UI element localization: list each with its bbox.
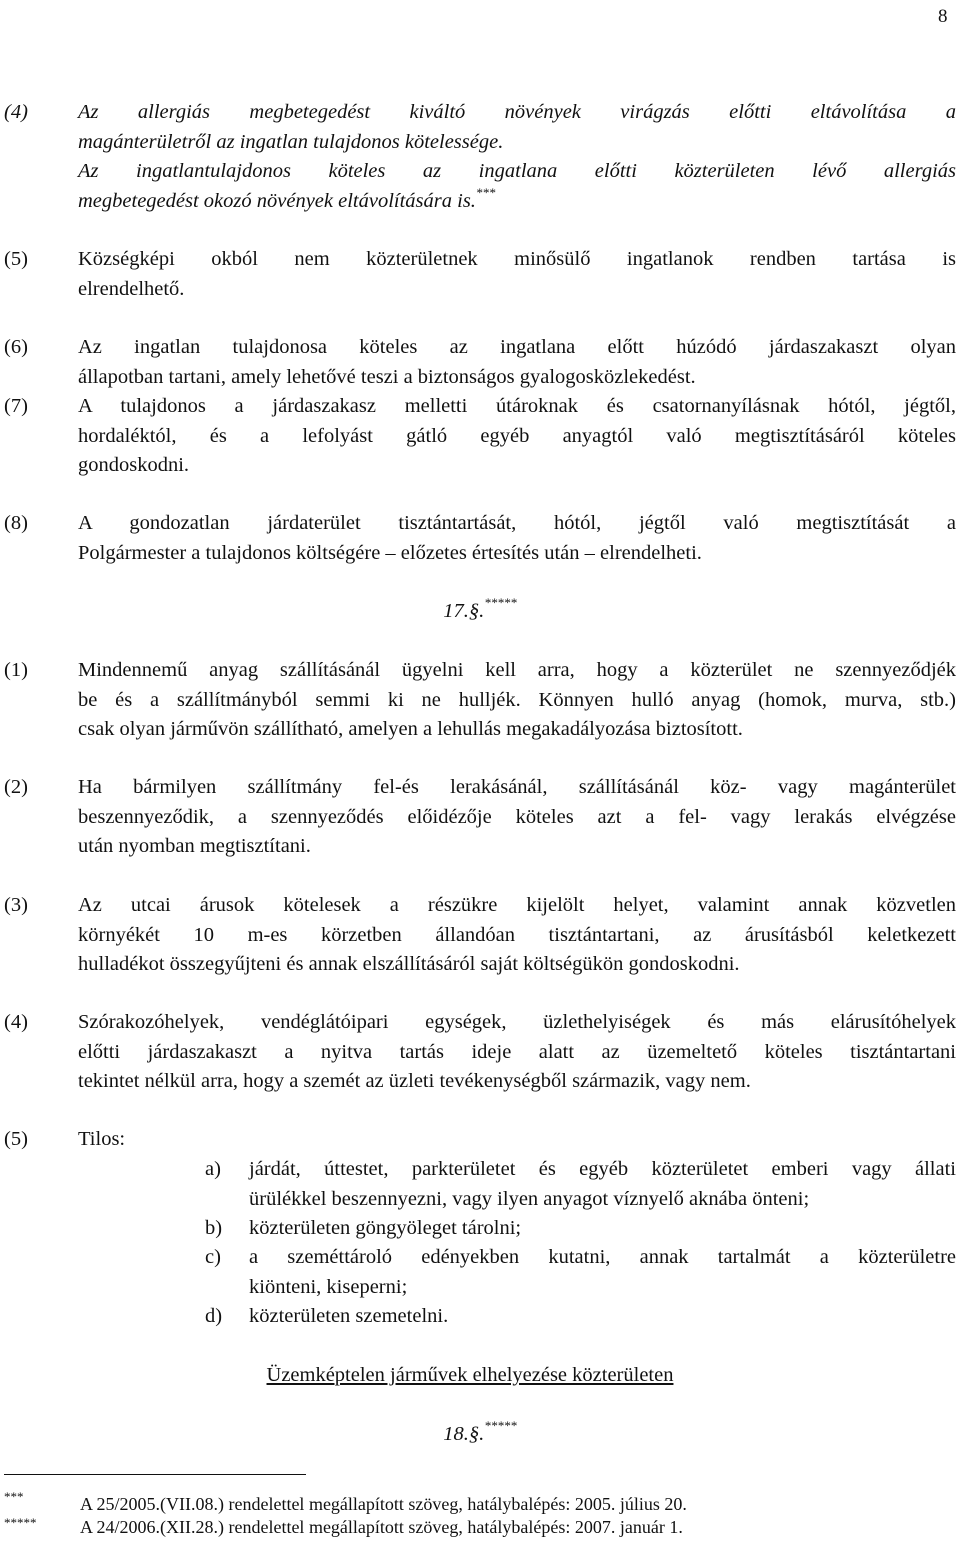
text-line: csak olyan járművön szállítható, amelyen a lehullás megakadályozása biztosított. <box>78 718 743 740</box>
footnote-text: A 25/2005.(VII.08.) rendelettel megállapított szöveg, hatálybalépés: 2005. július 20. <box>80 1494 687 1514</box>
text-line: magánterületről az ingatlan tulajdonos kötelessége. <box>78 130 504 153</box>
paragraph-number: (4) <box>4 1011 28 1033</box>
text-line: ürülékkel beszennyezni, vagy ilyen anyagot víznyelő aknába önteni; <box>249 1187 810 1210</box>
list-label: c) <box>205 1246 221 1268</box>
paragraph-text <box>78 333 956 392</box>
footnote-marker: *** <box>475 184 496 200</box>
list-label: a) <box>205 1158 221 1180</box>
text-line: beszennyeződik, a szennyeződés előidézője köteles azt a fel- vagy lerakás elvégzése <box>78 805 956 828</box>
text-line: Tilos: <box>78 1128 126 1150</box>
text-line: hordaléktól, és a lefolyást gátló egyéb anyagtól való megtisztításáról köteles <box>78 424 956 447</box>
chapter-heading <box>0 1361 960 1391</box>
footnote-mark: *** <box>4 1489 24 1504</box>
text-line: gondoskodni. <box>78 454 190 476</box>
paragraph-text <box>78 773 956 862</box>
text-line: Az utcai árusok kötelesek a részükre kijelölt helyet, valamint annak közvetlen <box>78 894 956 916</box>
text-line: elrendelhető. <box>78 277 185 300</box>
heading-text: Üzemképtelen járművek elhelyezése közterületen <box>266 1364 674 1386</box>
paragraph-text <box>78 891 956 980</box>
text-line: környékét 10 m-es körzetben állandóan tisztántartani, az árusításból keletkezett <box>78 923 956 946</box>
text-line: Az ingatlan tulajdonosa köteles az ingatlana előtt húzódó járdaszakaszt olyan <box>78 336 956 358</box>
text-line: megbetegedést okozó növények eltávolítására is. <box>78 189 476 212</box>
paragraph-number: (5) <box>4 248 28 270</box>
paragraph-number: (4) <box>4 101 28 123</box>
paragraph-number: (8) <box>4 512 28 534</box>
section-17-heading <box>0 597 960 627</box>
text-line: kiönteni, kiseperni; <box>249 1275 408 1298</box>
text-line: előtti járdaszakaszt a nyitva tartás ideje alatt az üzemeltető köteles tisztántartani <box>78 1040 956 1063</box>
footnote-marker: ***** <box>484 595 517 610</box>
text-line: közterületen szemetelni. <box>249 1305 449 1327</box>
text-line: Mindennemű anyag szállításánál ügyelni kell arra, hogy a közterület ne szennyeződjék <box>78 659 956 681</box>
paragraph-text <box>78 1125 956 1155</box>
text-line: Az ingatlantulajdonos köteles az ingatlana előtti közterületen lévő allergiás <box>78 160 956 182</box>
text-line: után nyomban megtisztítani. <box>78 835 311 857</box>
text-line: közterületen göngyöleget tárolni; <box>249 1217 522 1239</box>
text-line: Polgármester a tulajdonos költségére – előzetes értesítés után – elrendelheti. <box>78 541 702 564</box>
section-label: 18.§. <box>443 1423 485 1445</box>
paragraph-number: (2) <box>4 776 28 798</box>
list-label: d) <box>205 1305 223 1327</box>
text-line: állapotban tartani, amely lehetővé teszi a biztonságos gyalogosközlekedést. <box>78 365 696 388</box>
page-number: 8 <box>938 6 948 27</box>
paragraph-number: (6) <box>4 336 28 358</box>
footnote-mark: ***** <box>4 1515 37 1530</box>
paragraph-number: (7) <box>4 395 28 417</box>
paragraph-number: (1) <box>4 659 28 681</box>
text-line: A gondozatlan járdaterület tisztántartását, hótól, jégtől való megtisztítását a <box>78 512 956 534</box>
paragraph-number: (3) <box>4 894 28 916</box>
paragraph-text <box>78 392 956 481</box>
footnote-divider <box>4 1474 306 1475</box>
text-line: Szórakozóhelyek, vendéglátóipari egységek, üzlethelyiségek és más elárusítóhelyek <box>78 1011 956 1033</box>
list-label: b) <box>205 1217 223 1239</box>
paragraph-text <box>78 1008 956 1097</box>
section-18-heading <box>0 1420 960 1450</box>
text-line: A tulajdonos a járdaszakasz melletti útároknak és csatornanyílásnak hótól, jégtől, <box>78 395 956 417</box>
footnote-marker: ***** <box>484 1418 517 1433</box>
text-line: tekintet nélkül arra, hogy a szemét az üzleti tevékenységből származik, vagy nem. <box>78 1070 751 1092</box>
paragraph-number: (5) <box>4 1128 28 1150</box>
text-line: Községképi okból nem közterületnek minősülő ingatlanok rendben tartása is <box>78 248 956 270</box>
paragraph-text <box>78 509 956 568</box>
text-line: hulladékot összegyűjteni és annak elszállításáról saját költségükön gondoskodni. <box>78 953 740 975</box>
text-line: Az allergiás megbetegedést kiváltó növények virágzás előtti eltávolítása a <box>78 101 956 123</box>
text-line: Ha bármilyen szállítmány fel-és lerakásánál, szállításánál köz- vagy magánterület <box>78 776 956 798</box>
footnote-text: A 24/2006.(XII.28.) rendelettel megállapított szöveg, hatálybalépés: 2007. január 1. <box>80 1517 683 1537</box>
text-line: be és a szállítmányból semmi ki ne hulljék. Könnyen hulló anyag (homok, murva, stb.) <box>78 688 956 711</box>
paragraph-text <box>78 98 956 216</box>
paragraph-text <box>78 245 956 304</box>
text-line: a szeméttároló edényekben kutatni, annak tartalmát a közterületre <box>249 1246 956 1268</box>
text-line: járdát, úttestet, parkterületet és egyéb közterületet emberi vagy állati <box>249 1158 956 1180</box>
paragraph-text <box>78 656 956 745</box>
section-label: 17.§. <box>443 600 485 622</box>
